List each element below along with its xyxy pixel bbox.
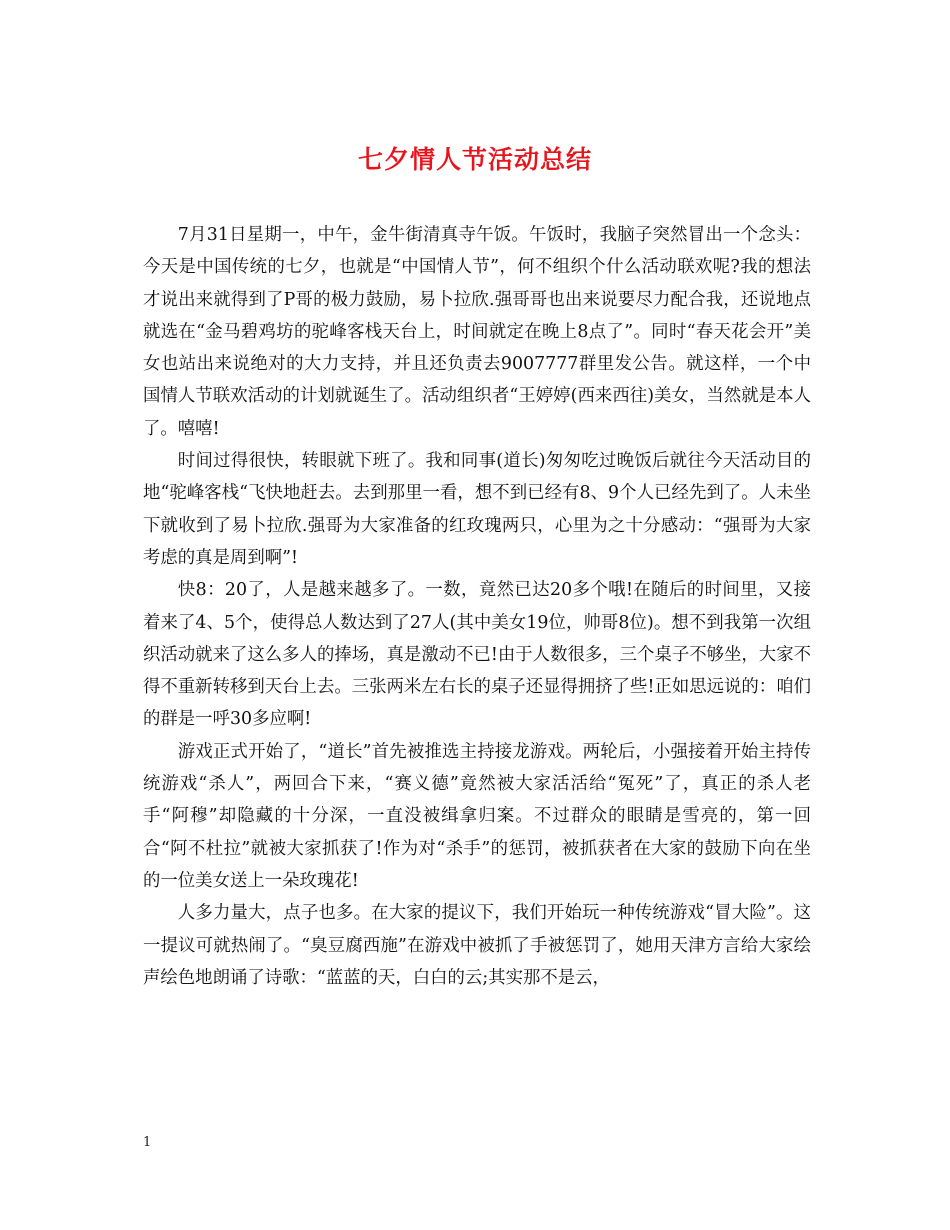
paragraph-5: 人多力量大，点子也多。在大家的提议下，我们开始玩一种传统游戏“冒大险”。这一提议可就热闹了。“臭豆腐西施”在游戏中被抓了手被惩罚了，她用天津方言给大家绘声绘色地朗诵了诗歌：“蓝蓝的天，白白的云;其实那不是云， [143, 903, 811, 988]
page-number: 1 [143, 1135, 152, 1150]
document-title: 七夕情人节活动总结 [357, 145, 592, 174]
document-body [143, 219, 811, 994]
paragraph-2: 时间过得很快，转眼就下班了。我和同事(道长)匆匆吃过晚饭后就往今天活动目的地“驼峰客栈“飞快地赶去。去到那里一看，想不到已经有8、9个人已经先到了。人未坐下就收到了易卜拉欣.强哥为大家准备的红玫瑰两只，心里为之十分感动：“强哥为大家考虑的真是周到啊”! [143, 451, 811, 568]
paragraph-4: 游戏正式开始了，“道长”首先被推选主持接龙游戏。两轮后，小强接着开始主持传统游戏“杀人”，两回合下来，“赛义德”竟然被大家活活给“冤死”了，真正的杀人老手“阿穆”却隐藏的十分深，一直没被缉拿归案。不过群众的眼睛是雪亮的，第一回合“阿不杜拉”就被大家抓获了!作为对“杀手”的惩罚，被抓获者在大家的鼓励下向在坐的一位美女送上一朵玫瑰花! [143, 741, 811, 891]
paragraph-1: 7月31日星期一，中午，金牛街清真寺午饭。午饭时，我脑子突然冒出一个念头：今天是中国传统的七夕，也就是“中国情人节”，何不组织个什么活动联欢呢?我的想法才说出来就得到了P哥的极力鼓励，易卜拉欣.强哥哥也出来说要尽力配合我，还说地点就选在“金马碧鸡坊的驼峰客栈天台上，时间就定在晚上8点了”。同时“春天花会开”美女也站出来说绝对的大力支持，并且还负责去9007777群里发公告。就这样，一个中国情人节联欢活动的计划就诞生了。活动组织者“王婷婷(西来西往)美女，当然就是本人了。嘻嘻! [143, 225, 811, 439]
paragraph-3: 快8：20了，人是越来越多了。一数，竟然已达20多个哦!在随后的时间里，又接着来了4、5个，使得总人数达到了27人(其中美女19位，帅哥8位)。想不到我第一次组织活动就来了这么多人的捧场，真是激动不已!由于人数很多，三个桌子不够坐，大家不得不重新转移到天台上去。三张两米左右长的桌子还显得拥挤了些!正如思远说的：咱们的群是一呼30多应啊! [143, 580, 811, 730]
